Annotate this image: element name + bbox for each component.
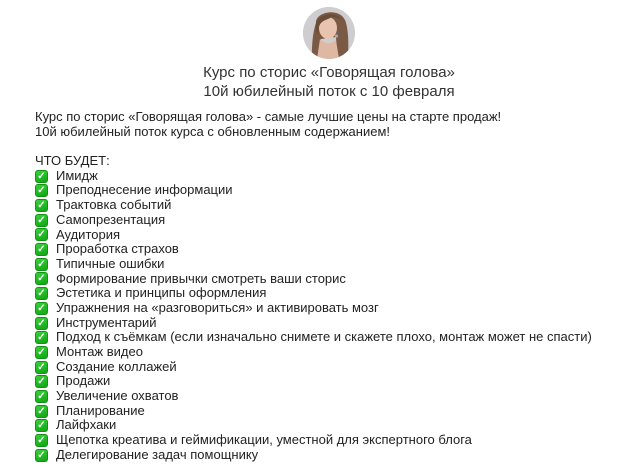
check-icon: ✓ <box>35 419 48 432</box>
list-item <box>35 345 623 360</box>
list-item-label: Делегирование задач помощнику <box>56 446 259 462</box>
list-item <box>35 448 623 463</box>
check-icon: ✓ <box>35 302 48 315</box>
list-item-label: Имидж <box>56 167 98 183</box>
list-item <box>35 374 623 389</box>
check-icon: ✓ <box>35 184 48 197</box>
post-body <box>35 110 623 463</box>
list-item-label: Самопрезентация <box>56 211 166 227</box>
post-title <box>35 63 623 101</box>
list-item <box>35 360 623 375</box>
list-item <box>35 257 623 272</box>
avatar-portrait-image <box>303 7 355 59</box>
blank-line <box>35 139 623 154</box>
check-icon: ✓ <box>35 405 48 418</box>
intro-line-1: Курс по сторис «Говорящая голова» - самые лучшие цены на старте продаж! <box>35 109 502 124</box>
check-icon: ✓ <box>35 287 48 300</box>
check-icon: ✓ <box>35 272 48 285</box>
check-icon: ✓ <box>35 199 48 212</box>
check-icon: ✓ <box>35 243 48 256</box>
list-item-label: Планирование <box>56 402 145 418</box>
list-item <box>35 213 623 228</box>
list-item <box>35 433 623 448</box>
list-item-label: Продажи <box>56 373 111 389</box>
list-item <box>35 316 623 331</box>
check-icon: ✓ <box>35 361 48 374</box>
check-icon: ✓ <box>35 317 48 330</box>
intro-line-2: 10й юбилейный поток курса с обновленным содержанием! <box>35 123 390 139</box>
list-item <box>35 169 623 184</box>
list-item <box>35 198 623 213</box>
check-icon: ✓ <box>35 449 48 462</box>
list-item <box>35 286 623 301</box>
list-item-label: Формирование привычки смотреть ваши сторис <box>56 270 346 286</box>
list-item-label: Увеличение охватов <box>56 388 179 404</box>
list-item-label: Щепотка креатива и геймификации, уместной для экспертного блога <box>56 432 472 448</box>
list-item-label: Типичные ошибки <box>56 255 165 271</box>
list-item-label: Подход к съёмкам (если изначально снимете и скажете плохо, монтаж может не спасти) <box>56 329 592 345</box>
check-icon: ✓ <box>35 346 48 359</box>
list-item <box>35 418 623 433</box>
list-item-label: Проработка страхов <box>56 241 179 257</box>
list-item-label: Преподнесение информации <box>56 182 233 198</box>
list-header: ЧТО БУДЕТ: <box>35 153 110 169</box>
list-item <box>35 404 623 419</box>
list-item-label: Создание коллажей <box>56 358 177 374</box>
check-icon: ✓ <box>35 375 48 388</box>
post-title-line1: Курс по сторис «Говорящая голова» <box>203 64 455 81</box>
check-icon: ✓ <box>35 170 48 183</box>
list-item-label: Упражнения на «разговориться» и активировать мозг <box>56 299 379 315</box>
list-item <box>35 228 623 243</box>
post-title-line2: 10й юбилейный поток с 10 февраля <box>203 83 455 100</box>
list-item <box>35 301 623 316</box>
check-icon: ✓ <box>35 434 48 447</box>
list-item <box>35 242 623 257</box>
avatar[interactable] <box>303 7 355 59</box>
list-item <box>35 389 623 404</box>
list-item <box>35 183 623 198</box>
check-icon: ✓ <box>35 214 48 227</box>
list-item-label: Трактовка событий <box>56 197 172 213</box>
list-item-label: Аудитория <box>56 226 121 242</box>
post <box>35 7 623 463</box>
check-icon: ✓ <box>35 228 48 241</box>
list-item-label: Инструментарий <box>56 314 157 330</box>
list-item <box>35 330 623 345</box>
list-item <box>35 272 623 287</box>
check-icon: ✓ <box>35 331 48 344</box>
list-item-label: Эстетика и принципы оформления <box>56 285 267 301</box>
list-item-label: Лайфхаки <box>56 417 117 433</box>
check-icon: ✓ <box>35 390 48 403</box>
list-item-label: Монтаж видео <box>56 344 143 360</box>
check-icon: ✓ <box>35 258 48 271</box>
